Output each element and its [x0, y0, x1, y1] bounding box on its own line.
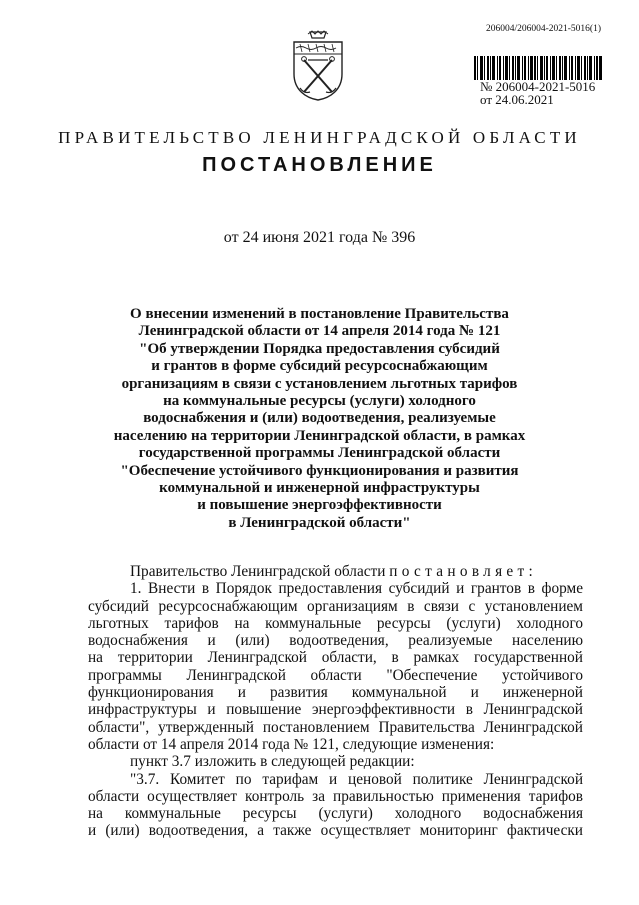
barcode-icon	[474, 56, 602, 80]
body-line: "3.7. Комитет по тарифам и ценовой политике Ленинградской	[130, 770, 583, 788]
title-line: в Ленинградской области"	[228, 514, 411, 531]
title-line: и повышение энергоэффективности	[197, 497, 442, 514]
title-line: организациям в связи с установлением льготных тарифов	[121, 375, 518, 392]
body-line: инфраструктуры и повышение энергоэффективности в Ленинградской	[88, 701, 583, 719]
body-line: программы Ленинградской области "Обеспечение устойчивого	[88, 666, 583, 684]
body-line: области", утвержденный постановлением Правительства Ленинградской	[88, 718, 583, 736]
title-line: населению на территории Ленинградской области, в рамках	[113, 427, 526, 444]
body-line: и (или) водоотведения, а также осуществляет мониторинг фактически	[88, 822, 583, 840]
title-line: и грантов в форме субсидий ресурсоснабжающим	[151, 358, 488, 375]
body-line: на коммунальные ресурсы (услуги) холодного водоснабжения	[88, 805, 583, 823]
government-name: ПРАВИТЕЛЬСТВО ЛЕНИНГРАДСКОЙ ОБЛАСТИ	[58, 128, 581, 147]
document-date-number: от 24 июня 2021 года № 396	[223, 229, 416, 246]
body-line: субсидий ресурсоснабжающим организациям в связи с установлением	[88, 597, 583, 615]
body-line: льготных тарифов на коммунальные ресурсы (услуги) холодного	[88, 614, 583, 632]
document-type: ПОСТАНОВЛЕНИЕ	[202, 154, 437, 176]
title-line: государственной программы Ленинградской области	[138, 445, 501, 462]
body-line: водоснабжения и (или) водоотведения, реализуемые населению	[88, 632, 583, 650]
intro-line	[88, 563, 583, 580]
registration-block	[480, 80, 595, 106]
registration-date: от 24.06.2021	[480, 92, 554, 107]
body-line: области от 14 апреля 2014 года № 121, следующие изменения:	[88, 735, 495, 753]
body-line: пункт 3.7 изложить в следующей редакции:	[130, 753, 415, 771]
intro-verb: постановляет:	[389, 563, 538, 580]
title-line: водоснабжения и (или) водоотведения, реализуемые	[143, 410, 496, 427]
coat-of-arms-icon	[288, 30, 348, 102]
body-line: области осуществляет контроль за правильностью применения тарифов	[88, 787, 583, 805]
intro-prefix: Правительство Ленинградской области	[130, 563, 386, 580]
document-ref-code: 206004/206004-2021-5016(1)	[485, 24, 601, 34]
document-body	[88, 563, 583, 840]
title-line: коммунальной и инженерной инфраструктуры	[159, 480, 480, 497]
title-line: на коммунальные ресурсы (услуги) холодного	[163, 393, 476, 410]
title-line: "Об утверждении Порядка предоставления субсидий	[139, 340, 500, 357]
title-line: "Обеспечение устойчивого функционирования и развития	[120, 462, 519, 479]
registration-number: № 206004-2021-5016	[480, 79, 596, 94]
title-line: О внесении изменений в постановление Правительства	[130, 306, 509, 322]
body-line: функционирования и развития коммунальной и инженерной	[88, 684, 583, 702]
title-line: Ленинградской области от 14 апреля 2014 года № 121	[138, 323, 501, 340]
body-line: 1. Внести в Порядок предоставления субсидий и грантов в форме	[130, 580, 583, 598]
body-line: на территории Ленинградской области, в рамках государственной	[88, 649, 583, 667]
document-title	[0, 306, 639, 532]
